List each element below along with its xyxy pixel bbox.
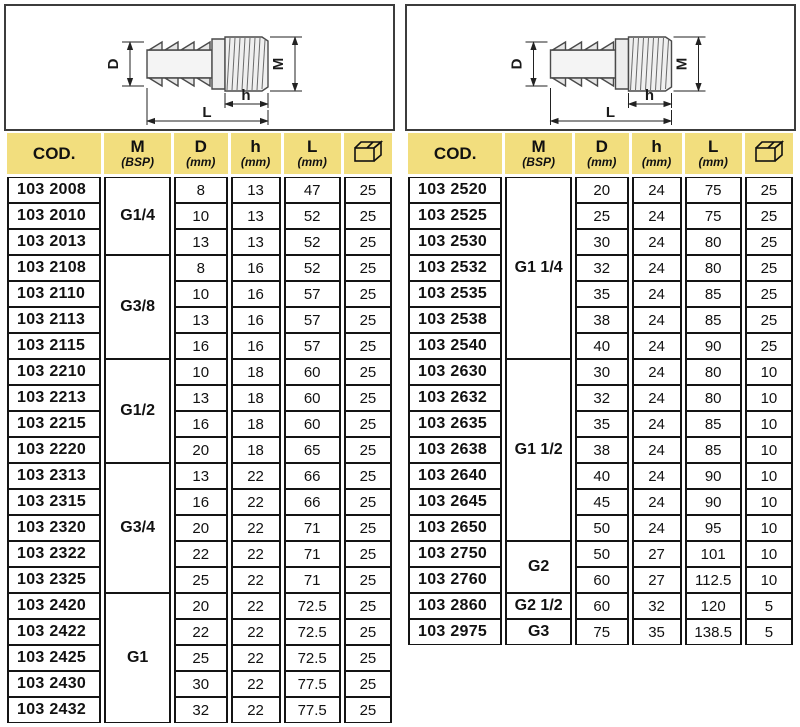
col-header-cod: COD. [7,133,101,177]
d-mm-cell: 22 [174,619,228,645]
l-mm-cell: 80 [685,359,742,385]
pack-qty-cell: 25 [344,177,392,203]
h-mm-cell: 24 [632,515,682,541]
l-mm-cell: 52 [284,255,341,281]
pack-qty-cell: 25 [344,411,392,437]
d-mm-cell: 16 [174,333,228,359]
pack-qty-cell: 25 [344,385,392,411]
h-mm-cell: 22 [231,671,281,697]
thread-size-cell: G2 1/2 [505,593,572,619]
col-header-pack [745,133,793,177]
d-mm-cell: 45 [575,489,629,515]
l-mm-cell: 47 [284,177,341,203]
pack-qty-cell: 25 [344,645,392,671]
h-mm-cell: 24 [632,177,682,203]
header-row [408,133,793,177]
d-mm-cell: 32 [575,385,629,411]
col-header-l: L (mm) [685,133,742,177]
h-mm-cell: 22 [231,541,281,567]
table-row [408,437,793,463]
h-mm-cell: 18 [231,359,281,385]
pack-qty-cell: 25 [344,229,392,255]
h-mm-cell: 24 [632,229,682,255]
h-mm-cell: 27 [632,567,682,593]
cod-cell: 103 2975 [408,619,502,645]
cod-cell: 103 2113 [7,307,101,333]
cod-cell: 103 2645 [408,489,502,515]
l-mm-cell: 57 [284,333,341,359]
h-mm-cell: 13 [231,203,281,229]
d-mm-cell: 25 [575,203,629,229]
d-mm-cell: 50 [575,515,629,541]
l-mm-cell: 77.5 [284,697,341,723]
pack-qty-cell: 25 [344,567,392,593]
pack-qty-cell: 25 [344,671,392,697]
table-row [7,411,392,437]
col-header-m: M (BSP) [505,133,572,177]
dim-label-l: L [202,104,212,121]
table-row [408,229,793,255]
spec-table-left [4,133,395,723]
pack-qty-cell: 25 [344,619,392,645]
pack-qty-cell: 10 [745,515,793,541]
pack-qty-cell: 25 [745,255,793,281]
table-row [7,567,392,593]
cod-cell: 103 2860 [408,593,502,619]
table-row [408,333,793,359]
cod-cell: 103 2313 [7,463,101,489]
h-mm-cell: 24 [632,333,682,359]
table-row [7,359,392,385]
cod-cell: 103 2430 [7,671,101,697]
pack-qty-cell: 5 [745,593,793,619]
pack-qty-cell: 25 [344,541,392,567]
table-row [7,619,392,645]
thread-size-cell: G1 1/2 [505,359,572,541]
package-box-icon [753,140,785,164]
d-mm-cell: 32 [575,255,629,281]
pack-qty-cell: 10 [745,385,793,411]
l-mm-cell: 90 [685,463,742,489]
cod-cell: 103 2635 [408,411,502,437]
col-header-l: L (mm) [284,133,341,177]
l-mm-cell: 71 [284,541,341,567]
h-mm-cell: 24 [632,437,682,463]
cod-cell: 103 2210 [7,359,101,385]
pack-qty-cell: 25 [344,307,392,333]
l-mm-cell: 66 [284,463,341,489]
d-mm-cell: 16 [174,489,228,515]
h-mm-cell: 24 [632,307,682,333]
table-row [408,593,793,619]
table-row [7,229,392,255]
cod-cell: 103 2322 [7,541,101,567]
cod-cell: 103 2420 [7,593,101,619]
pack-qty-cell: 5 [745,619,793,645]
pack-qty-cell: 25 [745,229,793,255]
pack-qty-cell: 25 [344,359,392,385]
h-mm-cell: 16 [231,333,281,359]
table-row [408,385,793,411]
l-mm-cell: 75 [685,203,742,229]
d-mm-cell: 40 [575,333,629,359]
table-row [408,177,793,203]
cod-cell: 103 2532 [408,255,502,281]
hose-barb-fitting-diagram [6,6,393,129]
header-row [7,133,392,177]
cod-cell: 103 2632 [408,385,502,411]
table-row [7,177,392,203]
h-mm-cell: 24 [632,203,682,229]
l-mm-cell: 57 [284,281,341,307]
table-row [7,281,392,307]
cod-cell: 103 2008 [7,177,101,203]
d-mm-cell: 25 [174,567,228,593]
d-mm-cell: 38 [575,437,629,463]
cod-cell: 103 2525 [408,203,502,229]
d-mm-cell: 35 [575,281,629,307]
cod-cell: 103 2215 [7,411,101,437]
table-row [408,567,793,593]
cod-cell: 103 2108 [7,255,101,281]
d-mm-cell: 13 [174,307,228,333]
h-mm-cell: 24 [632,255,682,281]
pack-qty-cell: 25 [344,281,392,307]
dim-label-m: M [270,57,287,71]
col-header-d: D (mm) [174,133,228,177]
h-mm-cell: 24 [632,385,682,411]
col-header-cod: COD. [408,133,502,177]
h-mm-cell: 32 [632,593,682,619]
d-mm-cell: 30 [575,229,629,255]
col-header-m: M (BSP) [104,133,171,177]
pack-qty-cell: 25 [745,333,793,359]
d-mm-cell: 40 [575,463,629,489]
spec-table-right [405,133,796,645]
l-mm-cell: 85 [685,307,742,333]
table-row [7,463,392,489]
h-mm-cell: 22 [231,593,281,619]
pack-qty-cell: 25 [344,463,392,489]
fitting-technical-drawing [405,4,796,131]
cod-cell: 103 2640 [408,463,502,489]
l-mm-cell: 65 [284,437,341,463]
h-mm-cell: 35 [632,619,682,645]
h-mm-cell: 24 [632,463,682,489]
table-row [408,307,793,333]
cod-cell: 103 2530 [408,229,502,255]
thread-size-cell: G2 [505,541,572,593]
h-mm-cell: 22 [231,645,281,671]
h-mm-cell: 22 [231,489,281,515]
table-row [408,489,793,515]
h-mm-cell: 22 [231,515,281,541]
cod-cell: 103 2110 [7,281,101,307]
l-mm-cell: 120 [685,593,742,619]
pack-qty-cell: 25 [745,203,793,229]
l-mm-cell: 95 [685,515,742,541]
cod-cell: 103 2535 [408,281,502,307]
cod-cell: 103 2220 [7,437,101,463]
d-mm-cell: 25 [174,645,228,671]
pack-qty-cell: 10 [745,437,793,463]
table-row [7,697,392,723]
pack-qty-cell: 10 [745,541,793,567]
table-row [408,619,793,645]
h-mm-cell: 18 [231,437,281,463]
d-mm-cell: 20 [174,593,228,619]
pack-qty-cell: 10 [745,463,793,489]
h-mm-cell: 24 [632,359,682,385]
l-mm-cell: 72.5 [284,593,341,619]
right-panel [405,4,796,723]
d-mm-cell: 50 [575,541,629,567]
cod-cell: 103 2630 [408,359,502,385]
cod-cell: 103 2010 [7,203,101,229]
cod-cell: 103 2315 [7,489,101,515]
table-row [408,515,793,541]
cod-cell: 103 2115 [7,333,101,359]
thread-size-cell: G1 [104,593,171,723]
h-mm-cell: 16 [231,255,281,281]
h-mm-cell: 24 [632,411,682,437]
table-row [408,411,793,437]
h-mm-cell: 18 [231,411,281,437]
d-mm-cell: 30 [174,671,228,697]
l-mm-cell: 85 [685,437,742,463]
h-mm-cell: 24 [632,489,682,515]
l-mm-cell: 60 [284,411,341,437]
pack-qty-cell: 25 [745,307,793,333]
d-mm-cell: 60 [575,567,629,593]
table-row [408,255,793,281]
cod-cell: 103 2425 [7,645,101,671]
cod-cell: 103 2422 [7,619,101,645]
h-mm-cell: 13 [231,229,281,255]
d-mm-cell: 10 [174,203,228,229]
pack-qty-cell: 10 [745,567,793,593]
table-body-left [7,177,392,723]
thread-size-cell: G3 [505,619,572,645]
cod-cell: 103 2538 [408,307,502,333]
dim-label-h: h [644,87,655,104]
pack-qty-cell: 25 [344,437,392,463]
d-mm-cell: 20 [174,515,228,541]
d-mm-cell: 22 [174,541,228,567]
h-mm-cell: 16 [231,307,281,333]
cod-cell: 103 2320 [7,515,101,541]
l-mm-cell: 71 [284,567,341,593]
l-mm-cell: 112.5 [685,567,742,593]
h-mm-cell: 22 [231,463,281,489]
cod-cell: 103 2325 [7,567,101,593]
fitting-technical-drawing [4,4,395,131]
dim-label-l: L [605,104,616,121]
hose-barb-fitting-diagram [407,6,796,129]
pack-qty-cell: 25 [344,697,392,723]
l-mm-cell: 80 [685,255,742,281]
pack-qty-cell: 25 [344,515,392,541]
cod-cell: 103 2213 [7,385,101,411]
h-mm-cell: 24 [632,281,682,307]
d-mm-cell: 13 [174,229,228,255]
pack-qty-cell: 10 [745,411,793,437]
table-row [7,593,392,619]
l-mm-cell: 60 [284,385,341,411]
d-mm-cell: 16 [174,411,228,437]
table-row [7,255,392,281]
cod-cell: 103 2520 [408,177,502,203]
thread-size-cell: G3/4 [104,463,171,593]
l-mm-cell: 80 [685,385,742,411]
dim-label-m: M [673,57,691,71]
pack-qty-cell: 10 [745,489,793,515]
h-mm-cell: 27 [632,541,682,567]
cod-cell: 103 2638 [408,437,502,463]
d-mm-cell: 32 [174,697,228,723]
l-mm-cell: 85 [685,281,742,307]
col-header-h: h (mm) [632,133,682,177]
table-row [7,489,392,515]
d-mm-cell: 60 [575,593,629,619]
l-mm-cell: 77.5 [284,671,341,697]
l-mm-cell: 90 [685,489,742,515]
d-mm-cell: 75 [575,619,629,645]
pack-qty-cell: 25 [344,203,392,229]
d-mm-cell: 13 [174,463,228,489]
dim-label-h: h [241,87,251,104]
l-mm-cell: 52 [284,203,341,229]
d-mm-cell: 30 [575,359,629,385]
d-mm-cell: 10 [174,359,228,385]
h-mm-cell: 13 [231,177,281,203]
d-mm-cell: 20 [174,437,228,463]
l-mm-cell: 72.5 [284,619,341,645]
l-mm-cell: 66 [284,489,341,515]
cod-cell: 103 2750 [408,541,502,567]
h-mm-cell: 22 [231,619,281,645]
h-mm-cell: 22 [231,567,281,593]
d-mm-cell: 10 [174,281,228,307]
table-row [408,281,793,307]
table-row [7,541,392,567]
table-row [7,203,392,229]
table-row [7,307,392,333]
l-mm-cell: 85 [685,411,742,437]
l-mm-cell: 57 [284,307,341,333]
d-mm-cell: 13 [174,385,228,411]
l-mm-cell: 52 [284,229,341,255]
l-mm-cell: 71 [284,515,341,541]
table-row [408,541,793,567]
d-mm-cell: 38 [575,307,629,333]
table-row [7,645,392,671]
dim-label-d: D [508,58,526,70]
pack-qty-cell: 25 [344,593,392,619]
h-mm-cell: 18 [231,385,281,411]
col-header-d: D (mm) [575,133,629,177]
table-row [408,359,793,385]
cod-cell: 103 2432 [7,697,101,723]
col-header-pack [344,133,392,177]
l-mm-cell: 138.5 [685,619,742,645]
pack-qty-cell: 25 [344,489,392,515]
table-row [7,437,392,463]
d-mm-cell: 8 [174,177,228,203]
h-mm-cell: 16 [231,281,281,307]
cod-cell: 103 2540 [408,333,502,359]
d-mm-cell: 35 [575,411,629,437]
d-mm-cell: 20 [575,177,629,203]
thread-size-cell: G3/8 [104,255,171,359]
table-row [408,203,793,229]
left-panel [4,4,395,723]
pack-qty-cell: 25 [344,255,392,281]
l-mm-cell: 72.5 [284,645,341,671]
l-mm-cell: 75 [685,177,742,203]
l-mm-cell: 90 [685,333,742,359]
table-row [408,463,793,489]
table-row [7,515,392,541]
table-row [7,671,392,697]
thread-size-cell: G1/4 [104,177,171,255]
table-row [7,333,392,359]
l-mm-cell: 60 [284,359,341,385]
cod-cell: 103 2650 [408,515,502,541]
h-mm-cell: 22 [231,697,281,723]
cod-cell: 103 2760 [408,567,502,593]
table-body-right [408,177,793,645]
package-box-icon [352,140,384,164]
table-row [7,385,392,411]
pack-qty-cell: 10 [745,359,793,385]
cod-cell: 103 2013 [7,229,101,255]
pack-qty-cell: 25 [745,281,793,307]
thread-size-cell: G1/2 [104,359,171,463]
col-header-h: h (mm) [231,133,281,177]
pack-qty-cell: 25 [745,177,793,203]
thread-size-cell: G1 1/4 [505,177,572,359]
d-mm-cell: 8 [174,255,228,281]
pack-qty-cell: 25 [344,333,392,359]
l-mm-cell: 101 [685,541,742,567]
dim-label-d: D [105,58,122,70]
l-mm-cell: 80 [685,229,742,255]
